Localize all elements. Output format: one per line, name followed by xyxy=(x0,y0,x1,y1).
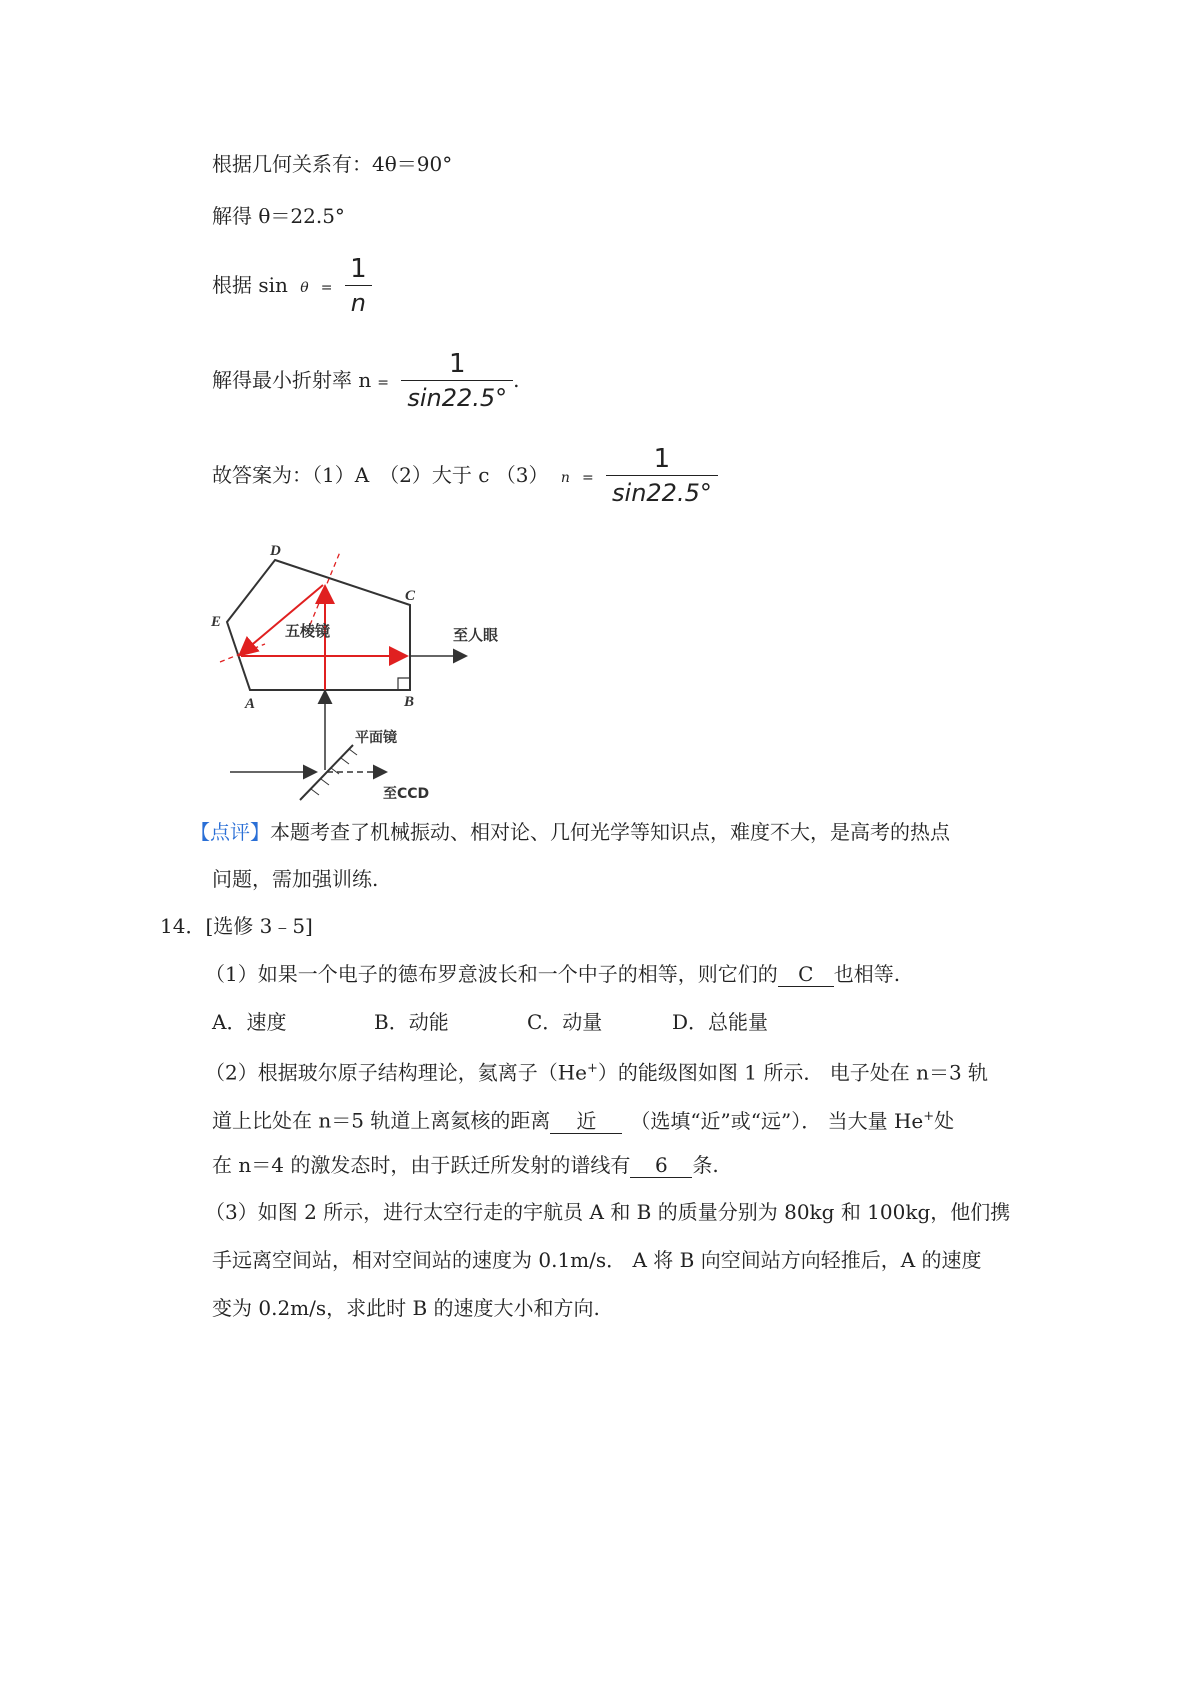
option-b: B．动能 xyxy=(374,1010,449,1034)
solution-line-sin: 根据 sin θ = $\frac{1}{n}$ xyxy=(212,250,372,323)
solution-line-theta: 解得 θ＝22.5° xyxy=(212,204,345,228)
q14-part2-text-b: ）的能级图如图 1 所示． 电子处在 n＝3 轨 xyxy=(597,1060,989,1085)
review-line-2: 问题，需加强训练. xyxy=(212,867,379,891)
q14-part1-text: （1）如果一个电子的德布罗意波长和一个中子的相等，则它们的 xyxy=(205,962,778,986)
fraction-denominator: sin22.5° xyxy=(407,384,508,412)
vertex-label-a: A xyxy=(245,696,256,712)
fraction-numerator: 1 xyxy=(448,349,466,379)
q14-part2-line3-tail: 条. xyxy=(692,1153,719,1177)
answer-prefix: 故答案为：（1）A （2）大于 c （3） xyxy=(212,463,549,487)
vertex-label-e: E xyxy=(211,614,222,630)
theta-symbol: θ xyxy=(300,280,309,296)
fraction-denominator: n xyxy=(350,289,367,317)
q14-part3-line1: （3）如图 2 所示，进行太空行走的宇航员 A 和 B 的质量分别为 80kg 和 100kg，他们携 xyxy=(205,1200,1011,1224)
he-superscript-2: + xyxy=(923,1109,935,1124)
q14-part2-line2 xyxy=(212,1103,954,1135)
q14-part2-text-a: （2）根据玻尔原子结构理论，氦离子（He xyxy=(205,1060,588,1085)
q14-part2-answer-2: 6 xyxy=(630,1153,692,1178)
fraction-numerator: 1 xyxy=(350,254,367,284)
q14-part2-line3 xyxy=(212,1151,719,1179)
q14-part1-answer: C xyxy=(778,962,834,987)
q14-part2-line2-tail: （选填“近”或“远”）． 当大量 He xyxy=(630,1108,924,1133)
review-text-1: 本题考查了机械振动、相对论、几何光学等知识点，难度不大，是高考的热点 xyxy=(270,820,950,844)
vertex-label-b: B xyxy=(404,694,415,710)
to-ccd-label: 至CCD xyxy=(383,786,430,802)
to-eye-label: 至人眼 xyxy=(453,626,499,644)
solution-line-geometry: 根据几何关系有：4θ＝90° xyxy=(212,152,453,176)
fraction-answer xyxy=(606,443,718,510)
fraction-one-over-sin xyxy=(401,348,513,415)
q14-part3-line2: 手远离空间站，相对空间站的速度为 0.1m/s． A 将 B 向空间站方向轻推后，A 的速度 xyxy=(212,1248,982,1272)
option-a: A．速度 xyxy=(212,1010,287,1034)
vertex-label-d: D xyxy=(270,543,281,559)
q14-part1 xyxy=(205,960,900,988)
q14-part2-line2-text: 道上比处在 n＝5 轨道上离氦核的距离 xyxy=(212,1108,551,1133)
fraction-denominator: sin22.5° xyxy=(612,479,712,507)
solution-line-min-index: 解得最小折射率 n = $\frac{1}{\sin 22.5^\circ}$ . xyxy=(212,345,520,418)
fraction-one-over-n xyxy=(345,253,372,320)
review-line-1 xyxy=(190,818,950,846)
n-symbol: n xyxy=(560,470,570,486)
q14-part2-answer-1: 近 xyxy=(550,1109,622,1134)
q14-part3-line3: 变为 0.2m/s，求此时 B 的速度大小和方向. xyxy=(212,1296,600,1320)
vertex-label-c: C xyxy=(405,588,416,604)
min-index-prefix: 解得最小折射率 n xyxy=(212,368,372,392)
option-c: C．动量 xyxy=(527,1010,603,1034)
mirror-label: 平面镜 xyxy=(355,730,397,746)
period: . xyxy=(513,368,520,392)
he-superscript: + xyxy=(587,1061,598,1076)
q14-part1-tail: 也相等. xyxy=(833,962,901,986)
question-14-title: 14．[选修 3﹣5] xyxy=(160,914,313,938)
q14-part2-line2-end: 处 xyxy=(934,1108,955,1133)
solution-answer-line: 故答案为：（1）A （2）大于 c （3） n = $\frac{1}{\sin 22.5^\circ}$ xyxy=(212,440,718,513)
q14-part2-line1 xyxy=(205,1055,988,1087)
pentaprism-figure xyxy=(205,540,525,805)
q14-part2-line3-text: 在 n＝4 的激发态时，由于跃迁所发射的谱线有 xyxy=(212,1153,631,1177)
option-d: D．总能量 xyxy=(672,1010,769,1034)
prism-label: 五棱镜 xyxy=(285,622,331,640)
fraction-numerator: 1 xyxy=(653,444,671,474)
review-tag: 【点评】 xyxy=(190,820,270,844)
sin-prefix: 根据 sin xyxy=(212,273,288,297)
